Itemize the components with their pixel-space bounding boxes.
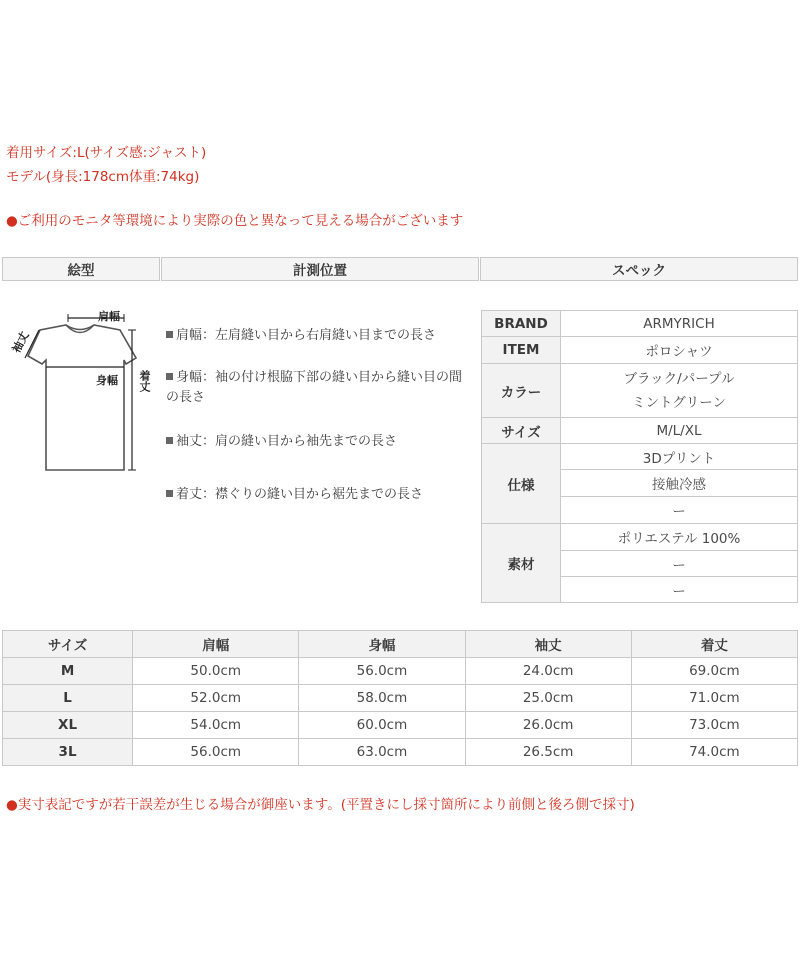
- spec-value: [561, 364, 798, 418]
- spec-row-feature: [482, 444, 798, 470]
- size-cell: 26.5cm: [465, 739, 631, 766]
- size-cell: 26.0cm: [465, 712, 631, 739]
- header-measure: [161, 257, 479, 281]
- spec-key: 素材: [482, 524, 561, 603]
- size-label: XL: [3, 712, 133, 739]
- diagram-length-label: 着丈: [138, 370, 151, 392]
- table-row: [3, 712, 798, 739]
- square-bullet-icon: [166, 373, 173, 380]
- spec-value: ー: [561, 551, 798, 577]
- color-line: ブラック/パープル: [623, 370, 735, 387]
- header-spec: [480, 257, 798, 281]
- header-spec-label: スペック: [612, 263, 666, 279]
- size-cell: 52.0cm: [133, 685, 299, 712]
- size-label: L: [3, 685, 133, 712]
- spec-row-size: [482, 418, 798, 444]
- size-col-header: 身幅: [299, 631, 465, 658]
- size-table-header: [3, 631, 798, 658]
- spec-key: BRAND: [482, 311, 561, 337]
- model-body-text: モデル(身長:178cm体重:74kg): [6, 169, 200, 185]
- size-cell: 58.0cm: [299, 685, 465, 712]
- measurement-notice: ●実寸表記ですが若干誤差が生じる場合が御座います。(平置きにし採寸箇所により前側と後ろ側で採寸): [6, 797, 635, 813]
- square-bullet-icon: [166, 437, 173, 444]
- table-row: [3, 658, 798, 685]
- size-cell: 60.0cm: [299, 712, 465, 739]
- header-shape: [2, 257, 160, 281]
- spec-value: M/L/XL: [561, 418, 798, 444]
- size-cell: 71.0cm: [631, 685, 797, 712]
- spec-key: ITEM: [482, 337, 561, 364]
- spec-value: 接触冷感: [561, 470, 798, 497]
- size-cell: 63.0cm: [299, 739, 465, 766]
- table-row: [3, 685, 798, 712]
- size-cell: 50.0cm: [133, 658, 299, 685]
- spec-row-brand: [482, 311, 798, 337]
- size-cell: 74.0cm: [631, 739, 797, 766]
- measurement-item: [166, 368, 471, 408]
- spec-row-color: [482, 364, 798, 418]
- size-cell: 56.0cm: [133, 739, 299, 766]
- size-table: [2, 630, 798, 766]
- square-bullet-icon: [166, 331, 173, 338]
- spec-key: 仕様: [482, 444, 561, 524]
- model-info: [6, 141, 206, 189]
- spec-value: ポリエステル 100%: [561, 524, 798, 551]
- spec-value: 3Dプリント: [561, 444, 798, 470]
- size-cell: 54.0cm: [133, 712, 299, 739]
- measurement-item: [166, 485, 471, 505]
- header-measure-label: 計測位置: [293, 263, 347, 279]
- model-size-text: 着用サイズ:L(サイズ感:ジャスト): [6, 145, 207, 161]
- size-cell: 56.0cm: [299, 658, 465, 685]
- size-cell: 73.0cm: [631, 712, 797, 739]
- measurement-text: 袖丈：肩の縫い目から袖先までの長さ: [176, 434, 398, 449]
- measurement-text: 着丈：襟ぐりの縫い目から裾先までの長さ: [176, 487, 424, 502]
- spec-row-item: [482, 337, 798, 364]
- size-label: M: [3, 658, 133, 685]
- spec-key: サイズ: [482, 418, 561, 444]
- measurement-text: 肩幅：左肩縫い目から右肩縫い目までの長さ: [176, 328, 437, 343]
- spec-key: カラー: [482, 364, 561, 418]
- spec-value: ー: [561, 577, 798, 603]
- table-row: [3, 739, 798, 766]
- square-bullet-icon: [166, 490, 173, 497]
- tshirt-diagram: [8, 300, 158, 480]
- measurement-item: [166, 432, 471, 452]
- spec-value: ポロシャツ: [561, 337, 798, 364]
- size-col-header: 着丈: [631, 631, 797, 658]
- color-line: ミントグリーン: [632, 394, 726, 411]
- diagram-body-label: 身幅: [96, 374, 118, 387]
- size-cell: 69.0cm: [631, 658, 797, 685]
- size-cell: 24.0cm: [465, 658, 631, 685]
- measurement-item: [166, 326, 471, 346]
- size-cell: 25.0cm: [465, 685, 631, 712]
- spec-table: [481, 310, 798, 603]
- header-shape-label: 絵型: [67, 263, 95, 279]
- spec-value: ー: [561, 497, 798, 524]
- measurement-text: 身幅：袖の付け根脇下部の縫い目から縫い目の間の長さ: [166, 370, 463, 405]
- spec-value: ARMYRICH: [561, 311, 798, 337]
- size-label: 3L: [3, 739, 133, 766]
- size-col-header: サイズ: [3, 631, 133, 658]
- spec-row-material: [482, 524, 798, 551]
- diagram-shoulder-label: 肩幅: [98, 310, 120, 323]
- size-col-header: 肩幅: [133, 631, 299, 658]
- color-notice: ●ご利用のモニタ等環境により実際の色と異なって見える場合がございます: [6, 213, 464, 229]
- diagram-sleeve-label: 袖丈: [9, 329, 32, 356]
- size-col-header: 袖丈: [465, 631, 631, 658]
